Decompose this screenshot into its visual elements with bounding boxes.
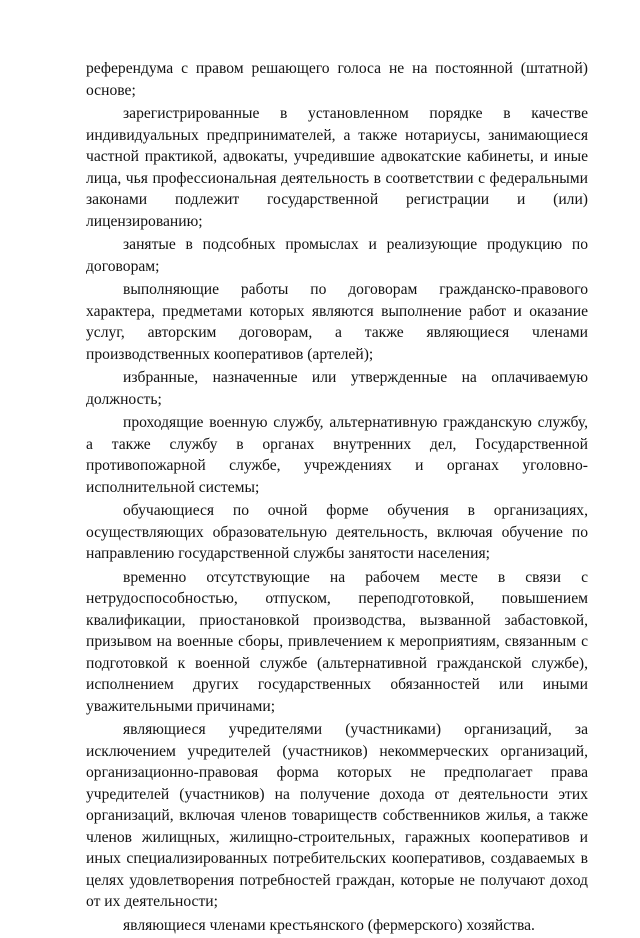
paragraph-founders-participants: являющиеся учредителями (участниками) организаций, за исключением учредителей (участников) некоммерческих организаций, организационно-правовая форма которых не предполагает права учредителей (участников) на получение дохода от деятельности этих организаций, включая членов товариществ собственников жилья, а также членов жилищных, жилищно-строительных, гаражных кооперативов и иных специализированных потребительских кооперативов, создаваемых в целях удовлетворения потребностей граждан, которые не получают доход от их деятельности;: [86, 721, 588, 910]
paragraph-full-time-students: обучающиеся по очной форме обучения в организациях, осуществляющих образовательную деятельность, включая обучение по направлению государственной службы занятости населения;: [86, 502, 588, 562]
paragraph-military-service: проходящие военную службу, альтернативную гражданскую службу, а также службу в органах внутренних дел, Государственной противопожарной службе, учреждениях и органах уголовно-исполнительной системы;: [86, 414, 588, 496]
paragraph-civil-contracts: выполняющие работы по договорам гражданско-правового характера, предметами которых являются выполнение работ и оказание услуг, авторским договорам, а также являющиеся членами производственных кооперативов (артелей);: [86, 281, 588, 363]
paragraph-temporarily-absent: временно отсутствующие на рабочем месте в связи с нетрудоспособностью, отпуском, переподготовкой, повышением квалификации, приостановкой производства, вызванной забастовкой, призывом на военные сборы, привлечением к мероприятиям, связанным с подготовкой к военной службе (альтернативной гражданской службе), исполнением других государственных обязанностей или иными уважительными причинами;: [86, 568, 588, 715]
paragraph-elected-appointed: избранные, назначенные или утвержденные на оплачиваемую должность;: [86, 369, 588, 408]
paragraph-registered-entrepreneurs: зарегистрированные в установленном порядке в качестве индивидуальных предпринимателей, а также нотариусы, занимающиеся частной практикой, адвокаты, учредившие адвокатские кабинеты, и иные лица, чья профессиональная деятельность в соответствии с федеральными законами подлежит государственной регистрации и (или) лицензированию;: [86, 105, 588, 230]
document-page: [86, 58, 588, 938]
paragraph-referendum-continuation: референдума с правом решающего голоса не на постоянной (штатной) основе;: [86, 60, 588, 99]
paragraph-subsidiary-crafts: занятые в подсобных промыслах и реализующие продукцию по договорам;: [86, 236, 588, 275]
paragraph-farm-members: являющиеся членами крестьянского (фермерского) хозяйства.: [123, 916, 535, 934]
